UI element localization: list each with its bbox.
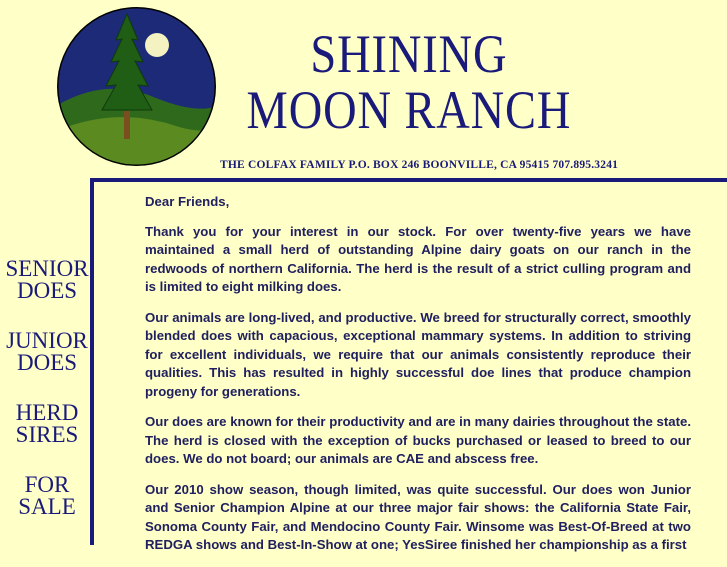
- title-line-1: SHINING: [310, 24, 508, 84]
- nav-divider: [90, 520, 94, 534]
- nav-herd-sires[interactable]: [0, 402, 94, 446]
- nav-senior-does-line1: SENIOR: [5, 256, 89, 281]
- nav-junior-does[interactable]: [0, 330, 94, 374]
- greeting: Dear Friends,: [145, 194, 230, 209]
- nav-junior-does-line2: DOES: [16, 350, 78, 375]
- site-title: [224, 26, 594, 138]
- nav-divider: [90, 304, 94, 318]
- nav-junior-does-line1: JUNIOR: [6, 328, 88, 353]
- paragraph-intro: Thank you for your interest in our stock. For over twenty-five years we have maintained a small herd of outstanding Alpine dairy goats on our ranch in the redwoods of northern California. The herd is the result of a strict culling program and is limited to eight milking does.: [145, 223, 691, 294]
- paragraph-breeding: Our animals are long-lived, and productive. We breed for structurally correct, smoothly blended does with capacious, exceptional mammary systems. In addition to striving for excellent individuals, we require that our animals consistently reproduce their qualities. This has resulted in highly successful doe lines that produce champion progeny for generations.: [145, 309, 691, 399]
- letter-content: [145, 193, 691, 567]
- nav-for-sale-line1: FOR: [24, 472, 70, 497]
- moon-icon: [145, 33, 169, 57]
- paragraph-herd: Our does are known for their productivity and are in many dairies throughout the state. The herd is closed with the exception of bucks purchased or leased to breed to our does. We do not board; our animals are CAE and abscess free.: [145, 414, 691, 466]
- ranch-logo: [56, 6, 217, 167]
- contact-address: THE COLFAX FAMILY P.O. BOX 246 BOONVILLE, CA 95415 707.895.3241: [220, 159, 619, 171]
- nav-herd-sires-line2: SIRES: [15, 422, 79, 447]
- nav-for-sale-line2: SALE: [18, 494, 76, 519]
- nav-senior-does-line2: DOES: [16, 278, 78, 303]
- nav-divider: [90, 448, 94, 462]
- tree-trunk: [124, 111, 130, 139]
- title-line-2: MOON RANCH: [246, 80, 572, 140]
- nav-herd-sires-line1: HERD: [15, 400, 79, 425]
- side-navigation: [0, 258, 108, 546]
- nav-divider: [90, 376, 94, 390]
- nav-for-sale[interactable]: [0, 474, 94, 518]
- nav-senior-does[interactable]: [0, 258, 94, 302]
- paragraph-show-season: Our 2010 show season, though limited, was quite successful. Our does won Junior and Senior Champion Alpine at our three major fair shows: the California State Fair, Sonoma County Fair, and Mendocino County Fair. Winsome was Best-Of-Breed at two REDGA shows and Best-In-Show at one; YesSiree finished her championship as a first: [145, 481, 691, 552]
- content-border-top: [90, 178, 727, 182]
